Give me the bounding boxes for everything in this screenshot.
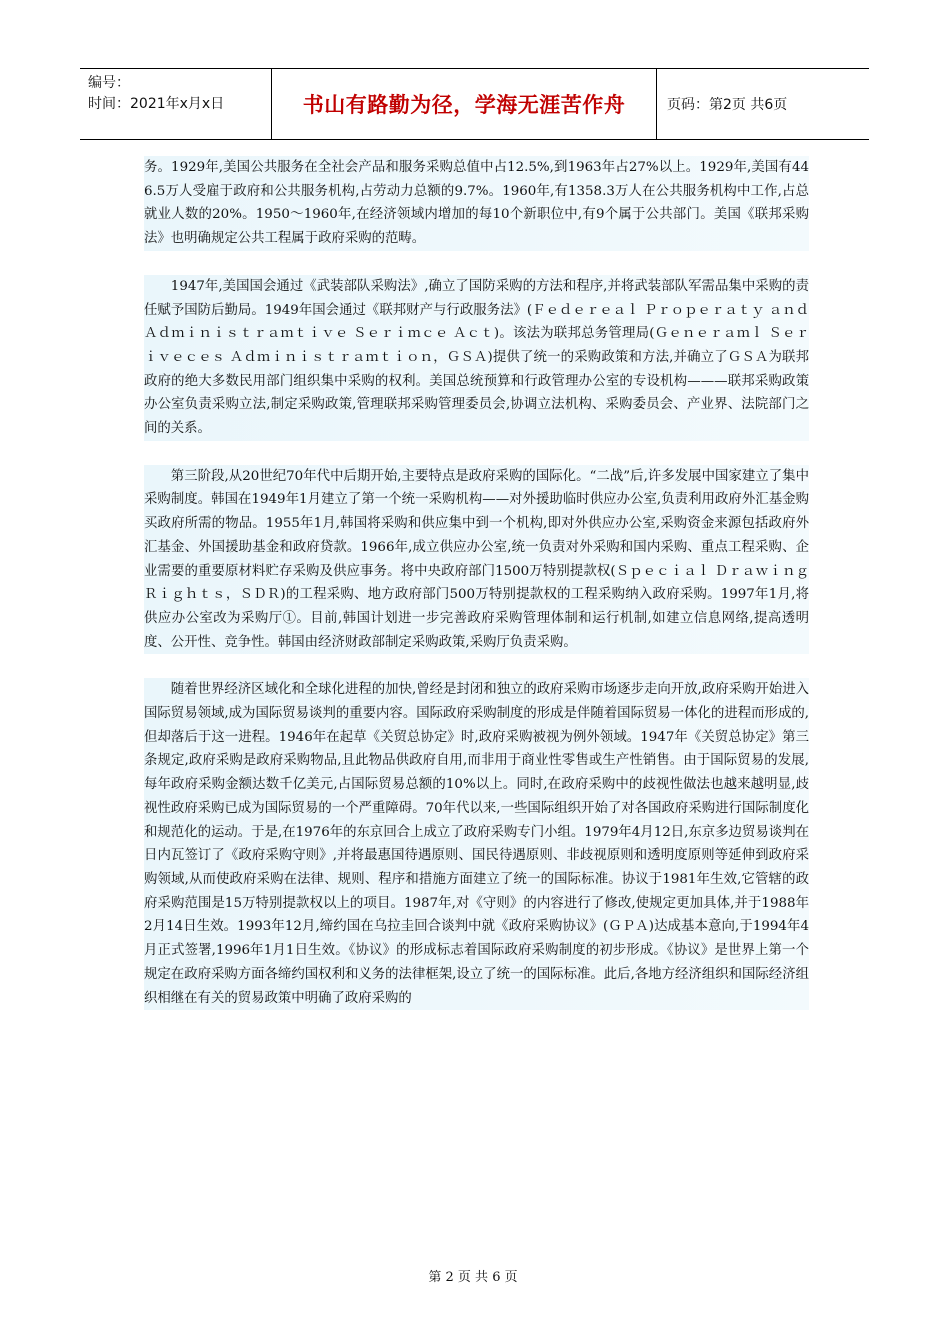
header-meta — [80, 69, 272, 139]
paragraph-1: 务。1929年,美国公共服务在全社会产品和服务采购总值中占12.5%,到1963年占27%以上。1929年,美国有446.5万人受雇于政府和公共服务机构,占劳动力总额的9.7%。1960年,有1358.3万人在公共服务机构中工作,占总就业人数的20%。1950～1960年,在经济领域内增加的每10个新职位中,有9个属于公共部门。美国《联邦采购法》也明确规定公共工程属于政府采购的范畴。 — [144, 156, 809, 251]
footer-page-number: 第 2 页 共 6 页 — [428, 1270, 518, 1285]
page-header — [80, 68, 869, 140]
doc-time-label: 时间：2021年x月x日 — [88, 96, 225, 112]
header-page-label: 页码：第2页 共6页 — [667, 97, 788, 113]
paragraph-4: 随着世界经济区域化和全球化进程的加快,曾经是封闭和独立的政府采购市场逐步走向开放,政府采购开始进入国际贸易领域,成为国际贸易谈判的重要内容。国际政府采购制度的形成是伴随着国际贸易一体化的进程而形成的,但却落后于这一进程。1946年在起草《关贸总协定》时,政府采购被视为例外领域。1947年《关贸总协定》第三条规定,政府采购是政府采购物品,且此物品供政府自用,而非用于商业性零售或生产性销售。由于国际贸易的发展,每年政府采购金额达数千亿美元,占国际贸易总额的10%以上。同时,在政府采购中的歧视性做法也越来越明显,歧视性政府采购已成为国际贸易的一个严重障碍。70年代以来,一些国际组织开始了对各国政府采购进行国际制度化和规范化的运动。于是,在1976年的东京回合上成立了政府采购专门小组。1979年4月12日,东京多边贸易谈判在日内瓦签订了《政府采购守则》,并将最惠国待遇原则、国民待遇原则、非歧视原则和透明度原则等延伸到政府采购领域,从而使政府采购在法律、规则、程序和措施方面建立了统一的国际标准。协议于1981年生效,它管辖的政府采购范围是15万特别提款权以上的项目。1987年,对《守则》的内容进行了修改,使规定更加具体,并于1988年2月14日生效。1993年12月,缔约国在乌拉圭回合谈判中就《政府采购协议》(ＧＰＡ)达成基本意向,于1994年4月正式签署,1996年1月1日生效。《协议》的形成标志着国际政府采购制度的初步形成。《协议》是世界上第一个规定在政府采购方面各缔约国权利和义务的法律框架,设立了统一的国际标准。此后,各地方经济组织和国际经济组织相继在有关的贸易政策中明确了政府采购的 — [144, 678, 809, 1010]
doc-number-label: 编号： — [88, 75, 130, 91]
document-body — [144, 156, 809, 1010]
paragraph-2: 1947年,美国国会通过《武装部队采购法》,确立了国防采购的方法和程序,并将武装部队军需品集中采购的责任赋予国防后勤局。1949年国会通过《联邦财产与行政服务法》(Ｆｅｄｅｒｅａｌ Ｐｒｏｐｅｒａｔｙ ａｎｄ Ａｄｍｉｎｉｓｔｒａｍｔｉｖｅ Ｓｅｒｉｍｃｅ Ａｃｔ)。该法为联邦总务管理局(Ｇｅｎｅｒａｍｌ Ｓｅｒｉｖｅｃｅｓ Ａｄｍｉｎｉｓｔｒａｍｔｉｏｎ，ＧＳＡ)提供了统一的采购政策和方法,并确立了ＧＳＡ为联邦政府的绝大多数民用部门组织集中采购的权利。美国总统预算和行政管理办公室的专设机构———联邦采购政策办公室负责采购立法,制定采购政策,管理联邦采购管理委员会,协调立法机构、采购委员会、产业界、法院部门之间的关系。 — [144, 275, 809, 441]
paragraph-3: 第三阶段,从20世纪70年代中后期开始,主要特点是政府采购的国际化。“二战”后,许多发展中国家建立了集中采购制度。韩国在1949年1月建立了第一个统一采购机构——对外援助临时供应办公室,负责利用政府外汇基金购买政府所需的物品。1955年1月,韩国将采购和供应集中到一个机构,即对外供应办公室,采购资金来源包括政府外汇基金、外国援助基金和政府贷款。1966年,成立供应办公室,统一负责对外采购和国内采购、重点工程采购、企业需要的重要原材料贮存采购及供应事务。将中央政府部门1500万特别提款权(Ｓｐｅｃｉａｌ Ｄｒａｗｉｎｇ Ｒｉｇｈｔｓ，ＳＤＲ)的工程采购、地方政府部门500万特别提款权的工程采购纳入政府采购。1997年1月,将供应办公室改为采购厅①。目前,韩国计划进一步完善政府采购管理体制和运行机制,如建立信息网络,提高透明度、公开性、竞争性。韩国由经济财政部制定采购政策,采购厅负责采购。 — [144, 465, 809, 655]
header-motto: 书山有路勤为径，学海无涯苦作舟 — [272, 69, 657, 139]
page-footer — [0, 1266, 950, 1285]
